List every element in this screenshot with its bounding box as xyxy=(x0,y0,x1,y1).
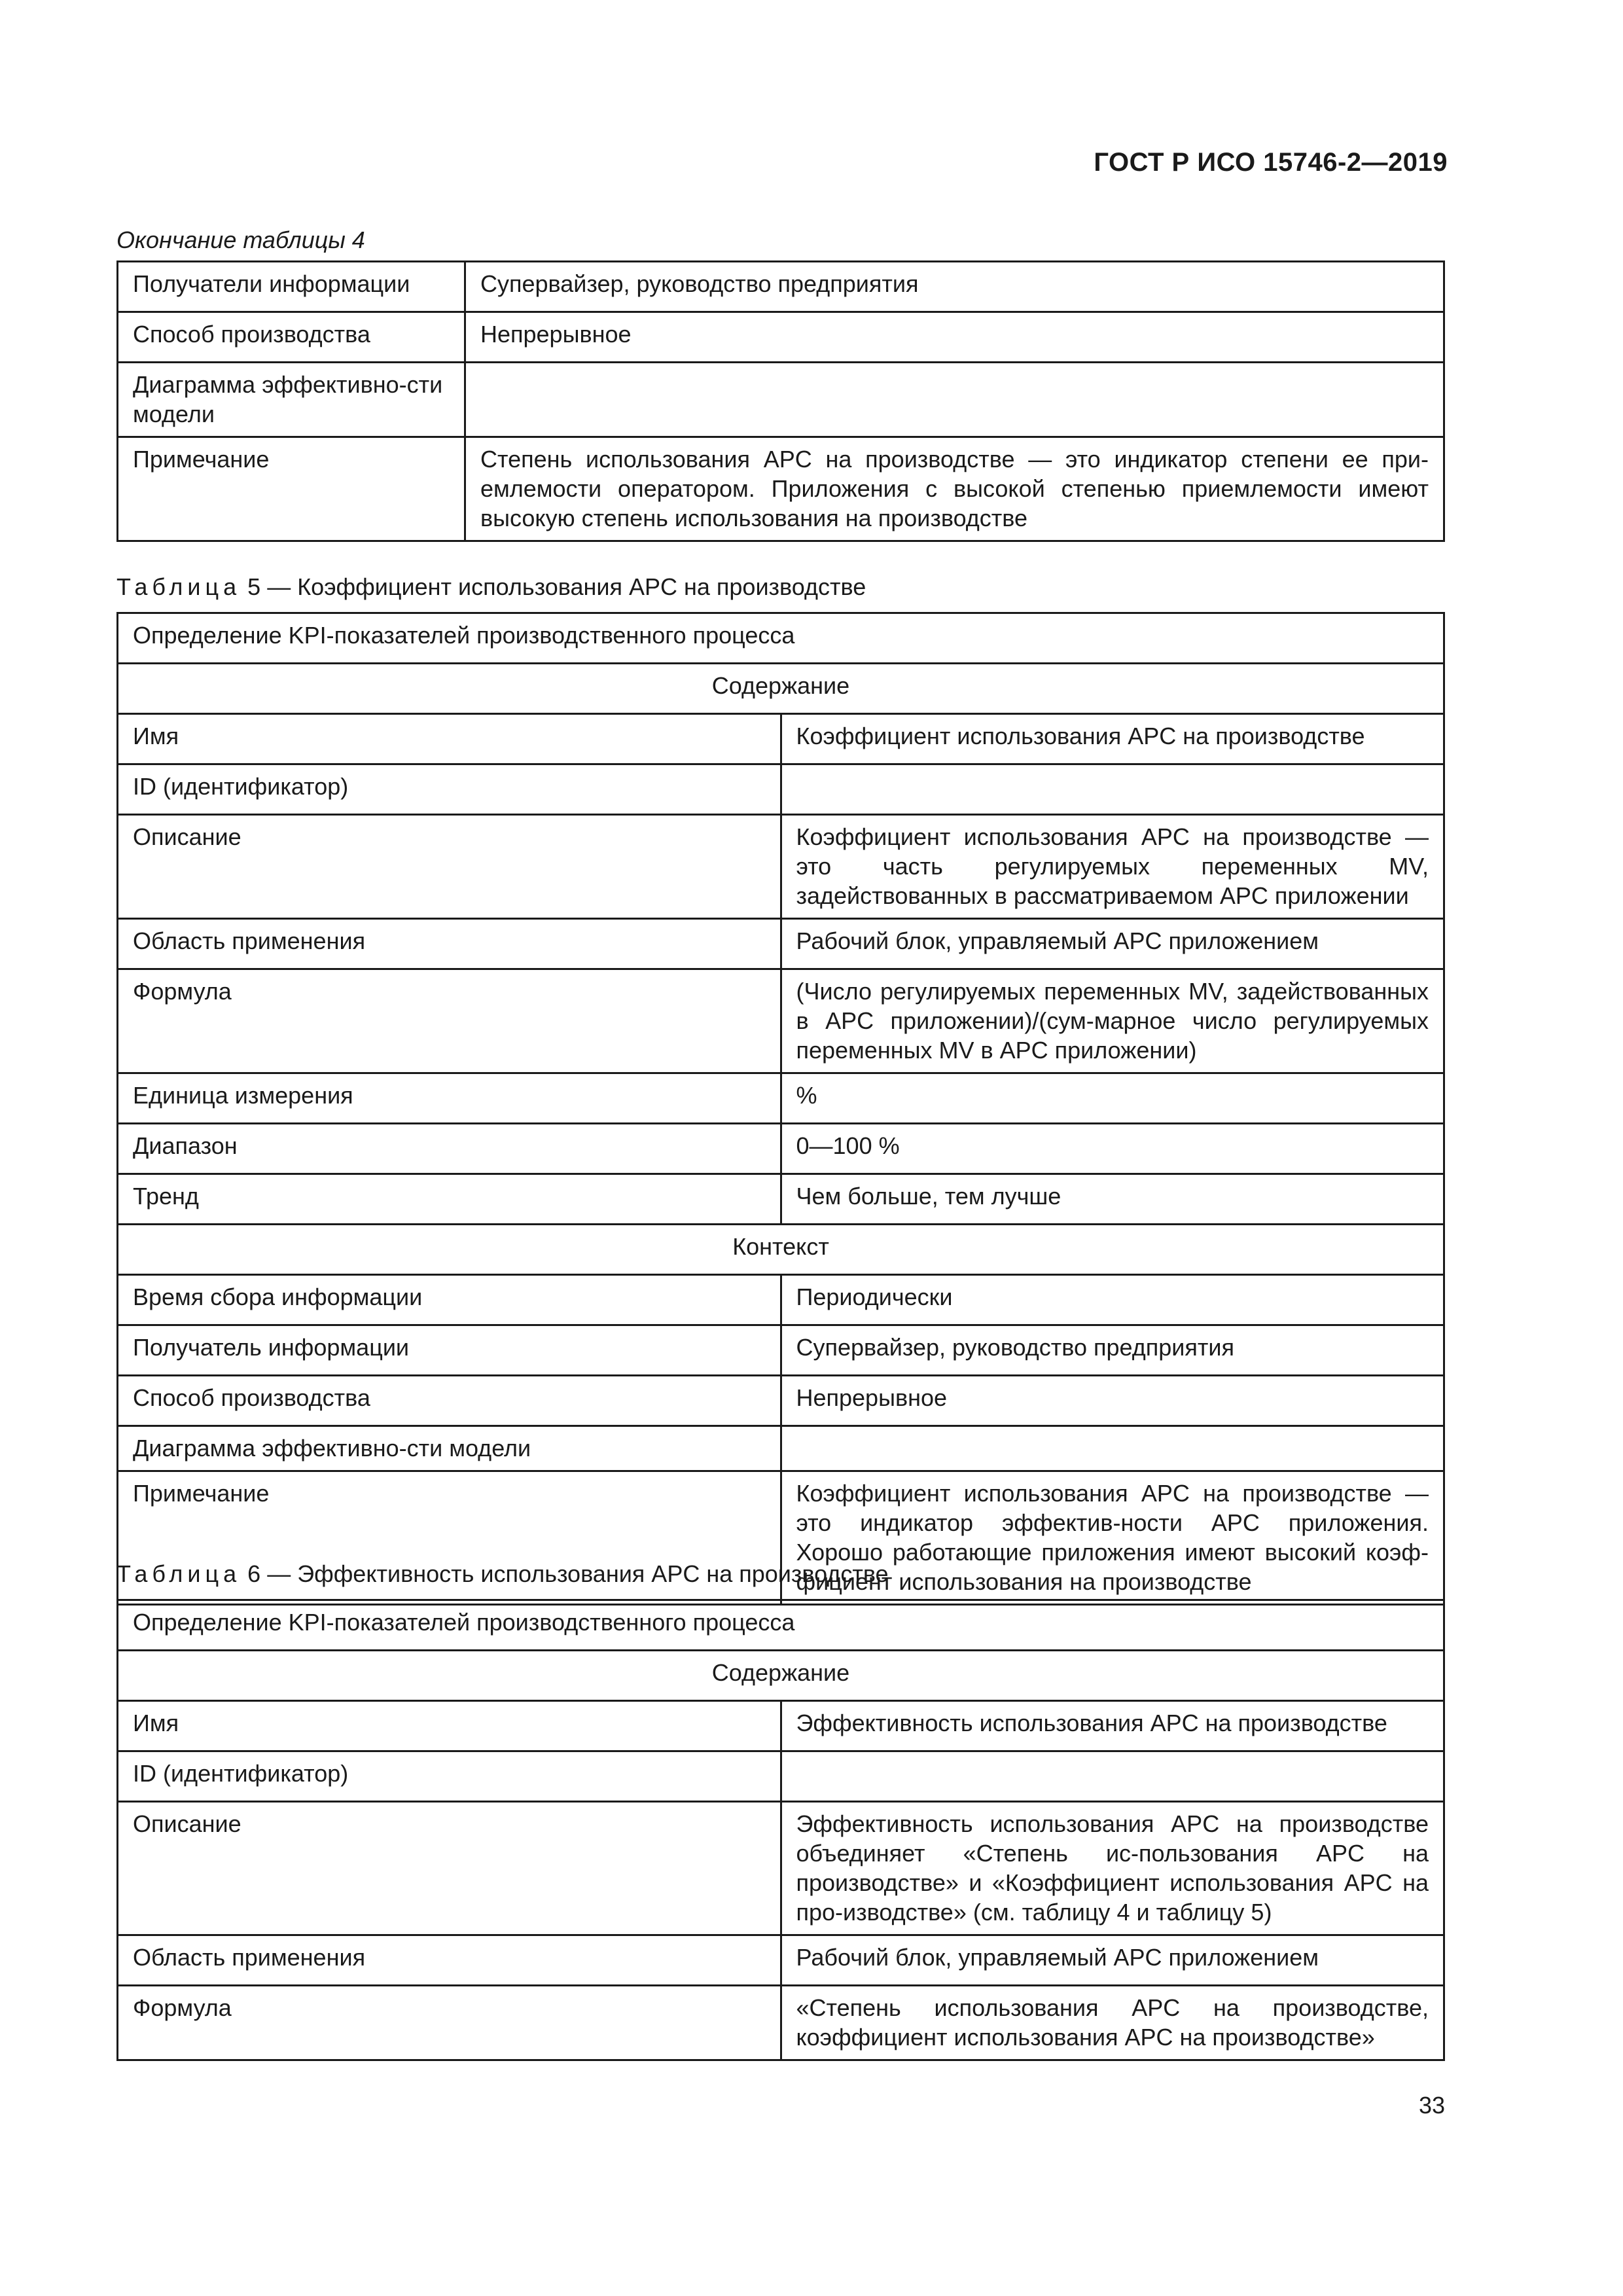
definition-header: Определение KPI-показателей производственного процесса xyxy=(118,1600,1444,1651)
cell-value: Эффективность использования APC на производстве xyxy=(781,1701,1444,1751)
table-row xyxy=(118,815,1444,919)
cell-label: Формула xyxy=(118,1986,781,2060)
table4-end xyxy=(116,260,1445,542)
cell-value: Коэффициент использования APC на производстве — это часть регулируемых переменных MV, задействованных в рассматриваемом APC приложении xyxy=(781,815,1444,919)
table-row xyxy=(118,363,1444,437)
cell-label: Получатель информации xyxy=(118,1325,781,1376)
cell-value xyxy=(781,1426,1444,1471)
standard-code-header: ГОСТ Р ИСО 15746-2—2019 xyxy=(1094,148,1448,177)
table-row xyxy=(118,764,1444,815)
cell-label: Получатели информации xyxy=(118,262,465,312)
page-number: 33 xyxy=(1418,2092,1445,2119)
table5 xyxy=(116,612,1445,1605)
table-row xyxy=(118,1426,1444,1471)
cell-value xyxy=(465,363,1444,437)
cell-value: Непрерывное xyxy=(781,1376,1444,1426)
cell-value: 0—100 % xyxy=(781,1124,1444,1174)
table-row xyxy=(118,262,1444,312)
table-row xyxy=(118,1751,1444,1802)
cell-label: Диаграмма эффективно-сти модели xyxy=(118,363,465,437)
cell-value: Супервайзер, руководство предприятия xyxy=(465,262,1444,312)
table-row xyxy=(118,1174,1444,1225)
cell-label: Тренд xyxy=(118,1174,781,1225)
cell-value: Рабочий блок, управляемый APC приложением xyxy=(781,919,1444,969)
table5-caption-label: Таблица xyxy=(116,573,241,600)
table-row xyxy=(118,1600,1444,1651)
table-row xyxy=(118,1986,1444,2060)
cell-label: Единица измерения xyxy=(118,1073,781,1124)
cell-label: Описание xyxy=(118,815,781,919)
table-row xyxy=(118,664,1444,714)
cell-value: Эффективность использования APC на производстве объединяет «Степень ис-пользования APC на производстве» и «Коэффициент использования APC на про-изводстве» (см. таблицу 4 и таблицу 5) xyxy=(781,1802,1444,1935)
table-row xyxy=(118,714,1444,764)
cell-label: Способ производства xyxy=(118,1376,781,1426)
cell-value: Степень использования APC на производстве — это индикатор степени ее при-емлемости оператором. Приложения с высокой степенью приемлемости имеют высокую степень использования на производстве xyxy=(465,437,1444,541)
table-row xyxy=(118,1124,1444,1174)
cell-label: Формула xyxy=(118,969,781,1073)
table-row xyxy=(118,969,1444,1073)
cell-label: ID (идентификатор) xyxy=(118,764,781,815)
table-row xyxy=(118,1225,1444,1275)
table-row xyxy=(118,312,1444,363)
table-row xyxy=(118,613,1444,664)
definition-header: Определение KPI-показателей производственного процесса xyxy=(118,613,1444,664)
section-header-content: Содержание xyxy=(118,1651,1444,1701)
table6-caption-label: Таблица xyxy=(116,1560,241,1587)
cell-value: Периодически xyxy=(781,1275,1444,1325)
cell-label: Время сбора информации xyxy=(118,1275,781,1325)
section-header-content: Содержание xyxy=(118,664,1444,714)
table5-caption xyxy=(116,573,866,601)
cell-label: Примечание xyxy=(118,1471,781,1605)
table6-caption xyxy=(116,1560,889,1588)
cell-value xyxy=(781,764,1444,815)
table-row xyxy=(118,437,1444,541)
cell-label: Имя xyxy=(118,1701,781,1751)
cell-label: Диапазон xyxy=(118,1124,781,1174)
table-row xyxy=(118,1376,1444,1426)
table6 xyxy=(116,1599,1445,2061)
cell-label: Область применения xyxy=(118,919,781,969)
cell-value: Коэффициент использования APC на производстве xyxy=(781,714,1444,764)
table5-caption-text: 5 — Коэффициент использования APC на производстве xyxy=(247,573,866,600)
table-row xyxy=(118,1073,1444,1124)
table-row xyxy=(118,919,1444,969)
section-header-context: Контекст xyxy=(118,1225,1444,1275)
cell-label: ID (идентификатор) xyxy=(118,1751,781,1802)
cell-label: Способ производства xyxy=(118,312,465,363)
table-row xyxy=(118,1701,1444,1751)
table6-caption-text: 6 — Эффективность использования APC на производстве xyxy=(247,1560,889,1587)
cell-value: Непрерывное xyxy=(465,312,1444,363)
table4-continuation-caption: Окончание таблицы 4 xyxy=(116,226,365,253)
cell-label: Диаграмма эффективно-сти модели xyxy=(118,1426,781,1471)
table-row xyxy=(118,1802,1444,1935)
cell-label: Имя xyxy=(118,714,781,764)
cell-value: «Степень использования APC на производстве, коэффициент использования APC на производстве» xyxy=(781,1986,1444,2060)
cell-value: (Число регулируемых переменных MV, задействованных в APC приложении)/(сум-марное число регулируемых переменных MV в APC приложении) xyxy=(781,969,1444,1073)
cell-value: Коэффициент использования APC на производстве — это индикатор эффектив-ности APC приложения. Хорошо работающие приложения имеют высокий коэф-фициент использования на производстве xyxy=(781,1471,1444,1605)
cell-label: Примечание xyxy=(118,437,465,541)
cell-value: Супервайзер, руководство предприятия xyxy=(781,1325,1444,1376)
cell-label: Область применения xyxy=(118,1935,781,1986)
cell-value: Чем больше, тем лучше xyxy=(781,1174,1444,1225)
table-row xyxy=(118,1651,1444,1701)
table-row xyxy=(118,1325,1444,1376)
cell-label: Описание xyxy=(118,1802,781,1935)
cell-value: % xyxy=(781,1073,1444,1124)
cell-value xyxy=(781,1751,1444,1802)
table-row xyxy=(118,1275,1444,1325)
table-row xyxy=(118,1935,1444,1986)
cell-value: Рабочий блок, управляемый APC приложением xyxy=(781,1935,1444,1986)
